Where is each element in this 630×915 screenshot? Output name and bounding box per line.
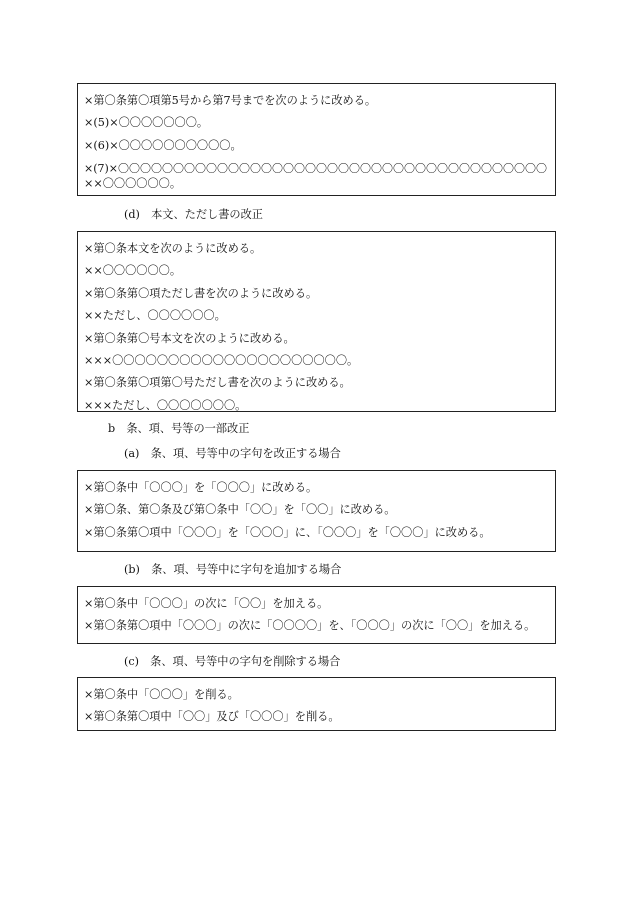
box1-line-4: ×(7)×〇〇〇〇〇〇〇〇〇〇〇〇〇〇〇〇〇〇〇〇〇〇〇〇〇〇〇〇〇〇〇〇〇〇〇〇〇〇〇	[84, 162, 548, 176]
box1-line-3: ×(6)×〇〇〇〇〇〇〇〇〇〇。	[84, 138, 242, 152]
box2-line-8: ×××ただし、〇〇〇〇〇〇〇。	[84, 398, 247, 412]
box1-line-5: ××〇〇〇〇〇〇。	[84, 177, 182, 191]
box1-line-1: ×第〇条第〇項第5号から第7号までを次のように改める。	[84, 94, 377, 107]
amendment-box-4	[77, 586, 556, 644]
box4-line-2: ×第〇条第〇項中「〇〇〇」の次に「〇〇〇〇」を、「〇〇〇」の次に「〇〇」を加える。	[84, 619, 536, 633]
box5-line-2: ×第〇条第〇項中「〇〇」及び「〇〇〇」を削る。	[84, 710, 340, 724]
heading-b: b 条、項、号等の一部改正	[108, 422, 250, 435]
box1-line-2: ×(5)×〇〇〇〇〇〇〇。	[84, 116, 209, 130]
amendment-box-1	[77, 83, 556, 196]
heading-c: (c) 条、項、号等中の字句を削除する場合	[124, 655, 341, 668]
box2-line-2: ××〇〇〇〇〇〇。	[84, 264, 182, 278]
box2-line-3: ×第〇条第〇項ただし書を次のように改める。	[84, 286, 318, 300]
box2-line-5: ×第〇条第〇号本文を次のように改める。	[84, 331, 295, 345]
amendment-box-3	[77, 470, 556, 552]
amendment-box-2	[77, 231, 556, 412]
box2-line-7: ×第〇条第〇項第〇号ただし書を次のように改める。	[84, 376, 351, 390]
amendment-box-5	[77, 677, 556, 731]
box3-line-1: ×第〇条中「〇〇〇」を「〇〇〇」に改める。	[84, 481, 318, 494]
box3-line-3: ×第〇条第〇項中「〇〇〇」を「〇〇〇」に、「〇〇〇」を「〇〇〇」に改める。	[84, 525, 491, 539]
heading-a: (a) 条、項、号等中の字句を改正する場合	[124, 447, 341, 460]
box2-line-4: ××ただし、〇〇〇〇〇〇。	[84, 309, 226, 323]
box5-line-1: ×第〇条中「〇〇〇」を削る。	[84, 688, 239, 701]
heading-b2: (b) 条、項、号等中に字句を追加する場合	[124, 563, 342, 576]
box4-line-1: ×第〇条中「〇〇〇」の次に「〇〇」を加える。	[84, 597, 329, 610]
box2-line-6: ×××〇〇〇〇〇〇〇〇〇〇〇〇〇〇〇〇〇〇〇〇〇。	[84, 354, 359, 368]
heading-d: (d) 本文、ただし書の改正	[124, 208, 263, 221]
box3-line-2: ×第〇条、第〇条及び第〇条中「〇〇」を「〇〇」に改める。	[84, 503, 396, 517]
box2-line-1: ×第〇条本文を次のように改める。	[84, 242, 262, 255]
